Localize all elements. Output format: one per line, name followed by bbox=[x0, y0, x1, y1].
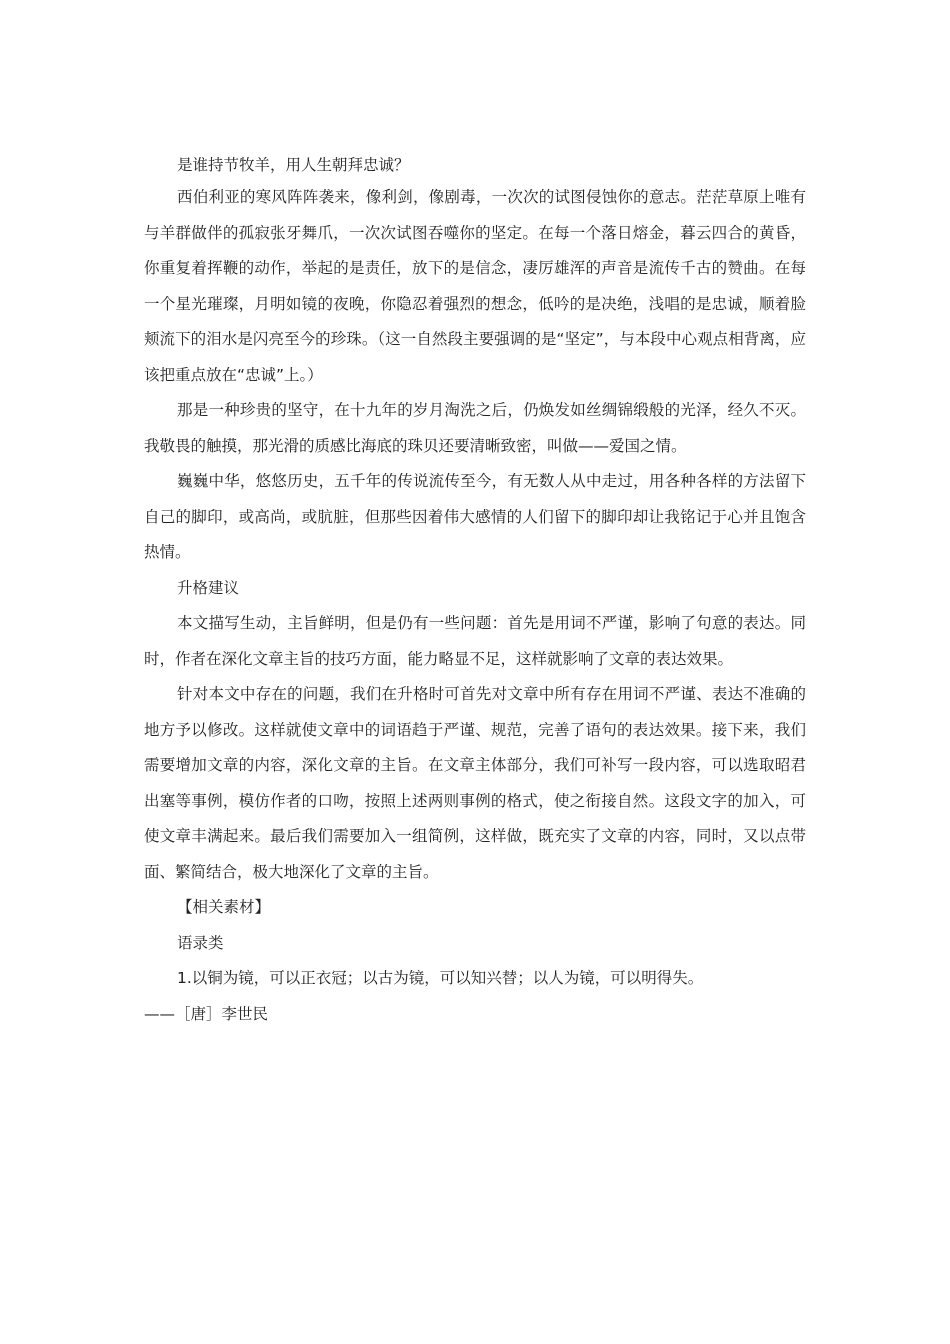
paragraph-upgrade-method: 针对本文中存在的问题，我们在升格时可首先对文章中所有存在用词不严谨、表达不准确的地方予以修改。这样就使文章中的词语趋于严谨、规范，完善了语句的表达效果。接下来，我们需要增加文章的内容，深化文章的主旨。在文章主体部分，我们可补写一段内容，可以选取昭君出塞等事例，模仿作者的口吻，按照上述两则事例的格式，使之衔接自然。这段文字的加入，可使文章丰满起来。最后我们需要加入一组简例，这样做，既充实了文章的内容，同时，又以点带面、繁简结合，极大地深化了文章的主旨。 bbox=[144, 685, 806, 881]
paragraph-persistence: 那是一种珍贵的坚守，在十九年的岁月淘洗之后，仍焕发如丝绸锦缎般的光泽，经久不灭。我敬畏的触摸，那光滑的质感比海底的珠贝还要清晰致密，叫做——爱国之情。 bbox=[144, 401, 806, 455]
quote-attribution: ——［唐］李世民 bbox=[144, 1004, 269, 1023]
paragraph-siberia: 西伯利亚的寒风阵阵袭来，像利剑，像剧毒，一次次的试图侵蚀你的意志。茫茫草原上唯有与羊群做伴的孤寂张牙舞爪，一次次试图吞噬你的坚定。在每一个落日熔金，暮云四合的黄昏，你重复着挥鞭的动作，举起的是责任，放下的是信念，凄厉雄浑的声音是流传千古的赞曲。在每一个星光璀璨，月明如镜的夜晚，你隐忍着强烈的想念，低吟的是决绝，浅唱的是忠诚，顺着脸颊流下的泪水是闪亮至今的珍珠。（这一自然段主要强调的是“坚定”，与本段中心观点相背离，应该把重点放在“忠诚”上。） bbox=[144, 188, 806, 384]
section-heading-quotes: 语录类 bbox=[177, 933, 224, 952]
section-heading-related-material: 【相关素材】 bbox=[177, 898, 271, 916]
quote-item-1: 1.以铜为镜，可以正衣冠；以古为镜，可以知兴替；以人为镜，可以明得失。 bbox=[177, 969, 704, 987]
paragraph-review: 本文描写生动，主旨鲜明，但是仍有一些问题：首先是用词不严谨，影响了句意的表达。同时，作者在深化文章主旨的技巧方面，能力略显不足，这样就影响了文章的表达效果。 bbox=[144, 614, 806, 668]
document-body bbox=[144, 150, 806, 1032]
paragraph-question: 是谁持节牧羊，用人生朝拜忠诚？ bbox=[177, 156, 410, 174]
paragraph-china-history: 巍巍中华，悠悠历史，五千年的传说流传至今，有无数人从中走过，用各种各样的方法留下自己的脚印，或高尚，或肮脏，但那些因着伟大感情的人们留下的脚印却让我铭记于心并且饱含热情。 bbox=[144, 472, 806, 561]
section-heading-upgrade-advice: 升格建议 bbox=[177, 578, 240, 597]
